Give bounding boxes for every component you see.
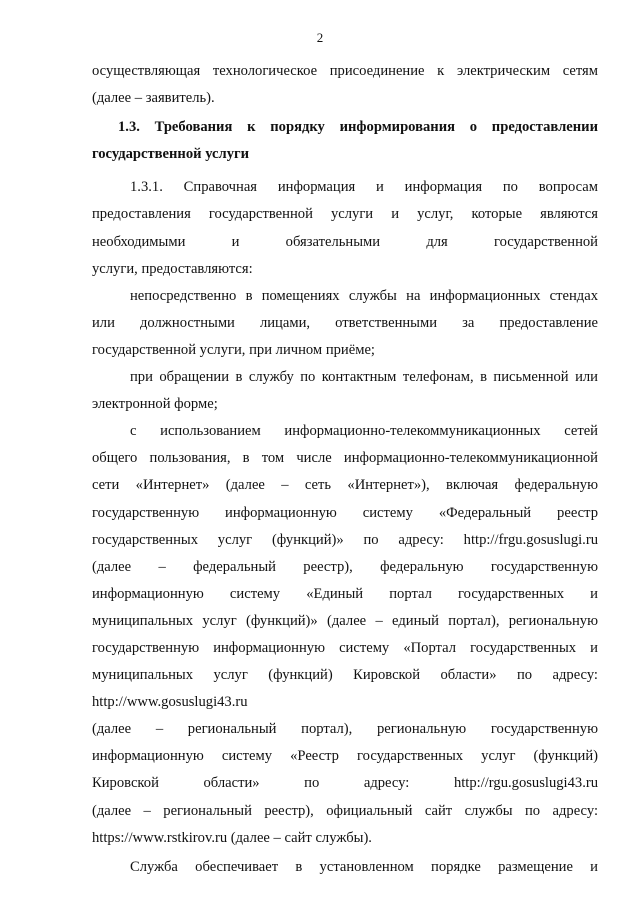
text-line: осуществляющая технологическое присоединение к электрическим сетям xyxy=(92,63,598,79)
page-number: 2 xyxy=(316,30,324,45)
paragraph-line: государственных услуг (функций)» по адресу: http://frgu.gosuslugi.ru xyxy=(92,531,598,548)
paragraph-line: при обращении в службу по контактным телефонам, в письменной или xyxy=(130,369,598,386)
paragraph-line: http://www.gosuslugi43.ru xyxy=(92,694,248,711)
paragraph-line: государственную информационную систему «Портал государственных и xyxy=(92,639,598,656)
section-heading: государственной услуги xyxy=(92,146,250,163)
paragraph-line: информационную систему «Реестр государственных услуг (функций) xyxy=(92,748,598,765)
paragraph-line: Служба обеспечивает в установленном порядке размещение и xyxy=(130,858,598,875)
paragraph-line: муниципальных услуг (функций) Кировской области» по адресу: xyxy=(92,667,598,684)
paragraph-line: 1.3.1. Справочная информация и информация по вопросам xyxy=(130,179,598,196)
paragraph-line: Кировской области» по адресу: http://rgu.gosuslugi43.ru xyxy=(92,775,598,792)
paragraph-line: непосредственно в помещениях службы на информационных стендах xyxy=(130,287,598,304)
paragraph-line: услуги, предоставляются: xyxy=(92,260,253,277)
paragraph-line: необходимыми и обязательными для государственной xyxy=(92,233,598,250)
paragraph-line: информационную систему «Единый портал государственных и xyxy=(92,585,598,602)
paragraph-line: муниципальных услуг (функций)» (далее – единый портал), региональную xyxy=(92,612,598,629)
paragraph-line: государственной услуги, при личном приёме; xyxy=(92,341,375,358)
paragraph-line: электронной форме; xyxy=(92,396,218,413)
paragraph-line: общего пользования, в том числе информационно-телекоммуникационной xyxy=(92,450,598,467)
paragraph-line: https://www.rstkirov.ru (далее – сайт службы). xyxy=(92,829,372,846)
section-heading: 1.3. Требования к порядку информирования о предоставлении xyxy=(118,119,598,136)
paragraph-line: или должностными лицами, ответственными за предоставление xyxy=(92,314,598,331)
paragraph-line: предоставления государственной услуги и услуг, которые являются xyxy=(92,206,598,223)
text-line: (далее – заявитель). xyxy=(92,90,215,107)
paragraph-line: (далее – региональный портал), региональную государственную xyxy=(92,721,598,738)
paragraph-line: сети «Интернет» (далее – сеть «Интернет»), включая федеральную xyxy=(92,477,598,494)
paragraph-line: с использованием информационно-телекоммуникационных сетей xyxy=(130,423,598,440)
paragraph-line: (далее – региональный реестр), официальный сайт службы по адресу: xyxy=(92,802,598,819)
paragraph-line: государственную информационную систему «Федеральный реестр xyxy=(92,504,598,521)
paragraph-line: (далее – федеральный реестр), федеральную государственную xyxy=(92,558,598,575)
document-body xyxy=(92,58,598,881)
